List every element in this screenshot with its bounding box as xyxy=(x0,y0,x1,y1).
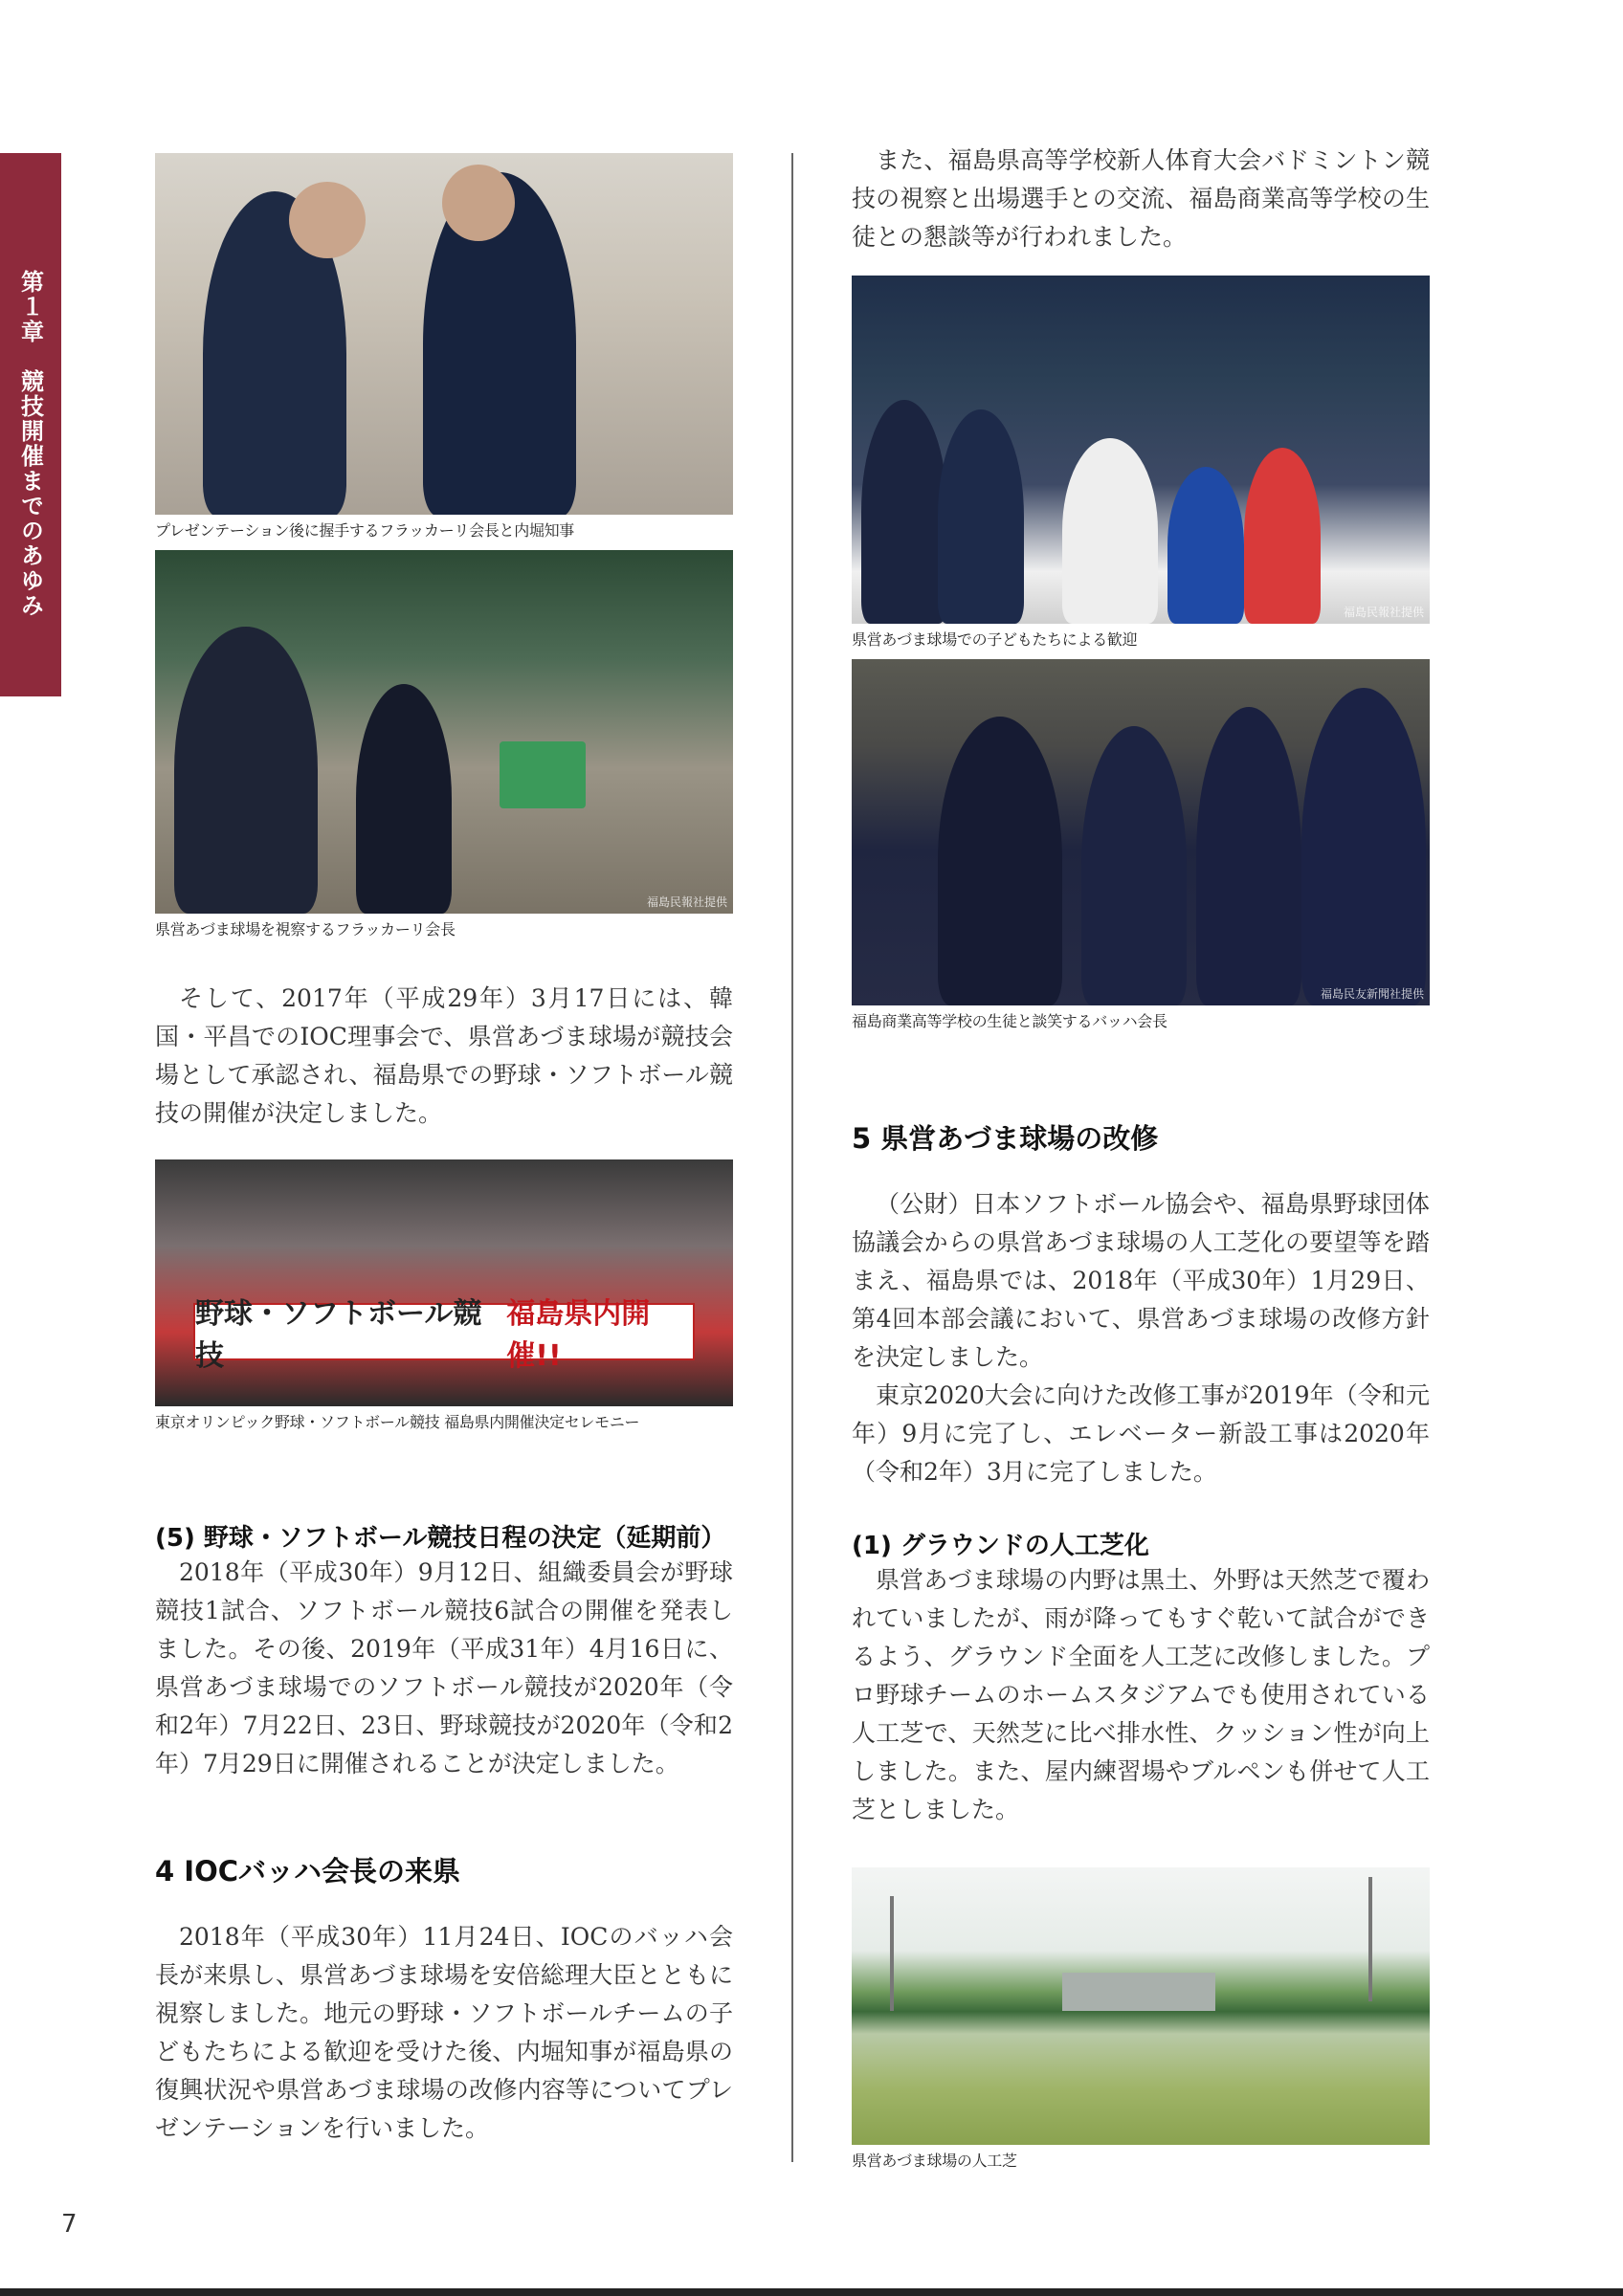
photo-stadium-credit: 福島民報社提供 xyxy=(646,895,727,909)
section-heading-schedule: (5) 野球・ソフトボール競技日程の決定（延期前） xyxy=(155,1524,726,1553)
photo-ceremony-caption: 東京オリンピック野球・ソフトボール競技 福島県内開催決定セレモニー xyxy=(155,1413,640,1431)
chapter-label: 第１章 競技開催までのあゆみ xyxy=(16,270,44,618)
banner-red-text: 福島県内開催!! xyxy=(506,1297,651,1373)
ceremony-banner xyxy=(193,1297,695,1373)
photo-handshake xyxy=(155,153,733,515)
photo-handshake-caption: プレゼンテーション後に握手するフラッカーリ会長と内堀知事 xyxy=(155,521,575,540)
photo-stadium-inspection xyxy=(155,550,733,914)
photo-turf-caption: 県営あづま球場の人工芝 xyxy=(852,2152,1017,2170)
right-paragraph-4: 県営あづま球場の内野は黒土、外野は天然芝で覆われていましたが、雨が降ってもすぐ乾いて試合ができるよう、グラウンド全面を人工芝に改修しました。プロ野球チームのホームスタジアムでも使用されている人工芝で、天然芝に比べ排水性、クッション性が向上しました。また、屋内練習場やブルペンも併せて人工芝としました。 xyxy=(852,1566,1430,1823)
photo-artificial-turf xyxy=(852,1867,1430,2145)
page-number: 7 xyxy=(61,2210,78,2239)
photo-children-caption: 県営あづま球場での子どもたちによる歓迎 xyxy=(852,630,1138,649)
right-paragraph-1: また、福島県高等学校新人体育大会バドミントン競技の視察と出場選手との交流、福島商業高等学校の生徒との懇談等が行われました。 xyxy=(852,146,1430,251)
left-paragraph-2: 2018年（平成30年）9月12日、組織委員会が野球競技1試合、ソフトボール競技6試合の開催を発表しました。その後、2019年（平成31年）4月16日に、県営あづま球場でのソフトボール競技が2020年（令和2年）7月22日、23日、野球競技が2020年（令和2年）7月29日に開催されることが決定しました。 xyxy=(155,1558,733,1777)
left-column xyxy=(155,153,733,2148)
section-heading-bach-visit: 4 IOCバッハ会長の来県 xyxy=(155,1855,461,1888)
right-column xyxy=(852,142,1430,2180)
left-paragraph-1: そして、2017年（平成29年）3月17日には、韓国・平昌でのIOC理事会で、県営あづま球場が競技会場として承認され、福島県での野球・ソフトボール競技の開催が決定しました。 xyxy=(155,984,733,1127)
photo-children-credit: 福島民報社提供 xyxy=(1343,606,1424,619)
bottom-rule xyxy=(0,2288,1623,2296)
photo-stadium-caption: 県営あづま球場を視察するフラッカーリ会長 xyxy=(155,920,456,938)
section-heading-artificial-turf: (1) グラウンドの人工芝化 xyxy=(852,1532,1149,1560)
right-paragraph-3: 東京2020大会に向けた改修工事が2019年（令和元年）9月に完了し、エレベーター新設工事は2020年（令和2年）3月に完了しました。 xyxy=(852,1381,1430,1486)
right-paragraph-2: （公財）日本ソフトボール協会や、福島県野球団体協議会からの県営あづま球場の人工芝化の要望等を踏まえ、福島県では、2018年（平成30年）1月29日、第4回本部会議において、県営あづま球場の改修方針を決定しました。 xyxy=(852,1190,1430,1371)
photo-students-caption: 福島商業高等学校の生徒と談笑するバッハ会長 xyxy=(852,1012,1167,1030)
column-divider xyxy=(791,153,793,2162)
photo-children-welcome xyxy=(852,276,1430,624)
chapter-tab xyxy=(0,153,61,696)
left-paragraph-3: 2018年（平成30年）11月24日、IOCのバッハ会長が来県し、県営あづま球場を安倍総理大臣とともに視察しました。地元の野球・ソフトボールチームの子どもたちによる歓迎を受けた後、内堀知事が福島県の復興状況や県営あづま球場の改修内容等についてプレゼンテーションを行いました。 xyxy=(155,1923,733,2142)
section-heading-renovation: 5 県営あづま球場の改修 xyxy=(852,1122,1159,1155)
photo-students-credit: 福島民友新聞社提供 xyxy=(1320,987,1424,1001)
photo-students-bach xyxy=(852,659,1430,1005)
banner-main-text: 野球・ソフトボール競技 xyxy=(195,1297,482,1373)
photo-ceremony xyxy=(155,1159,733,1406)
